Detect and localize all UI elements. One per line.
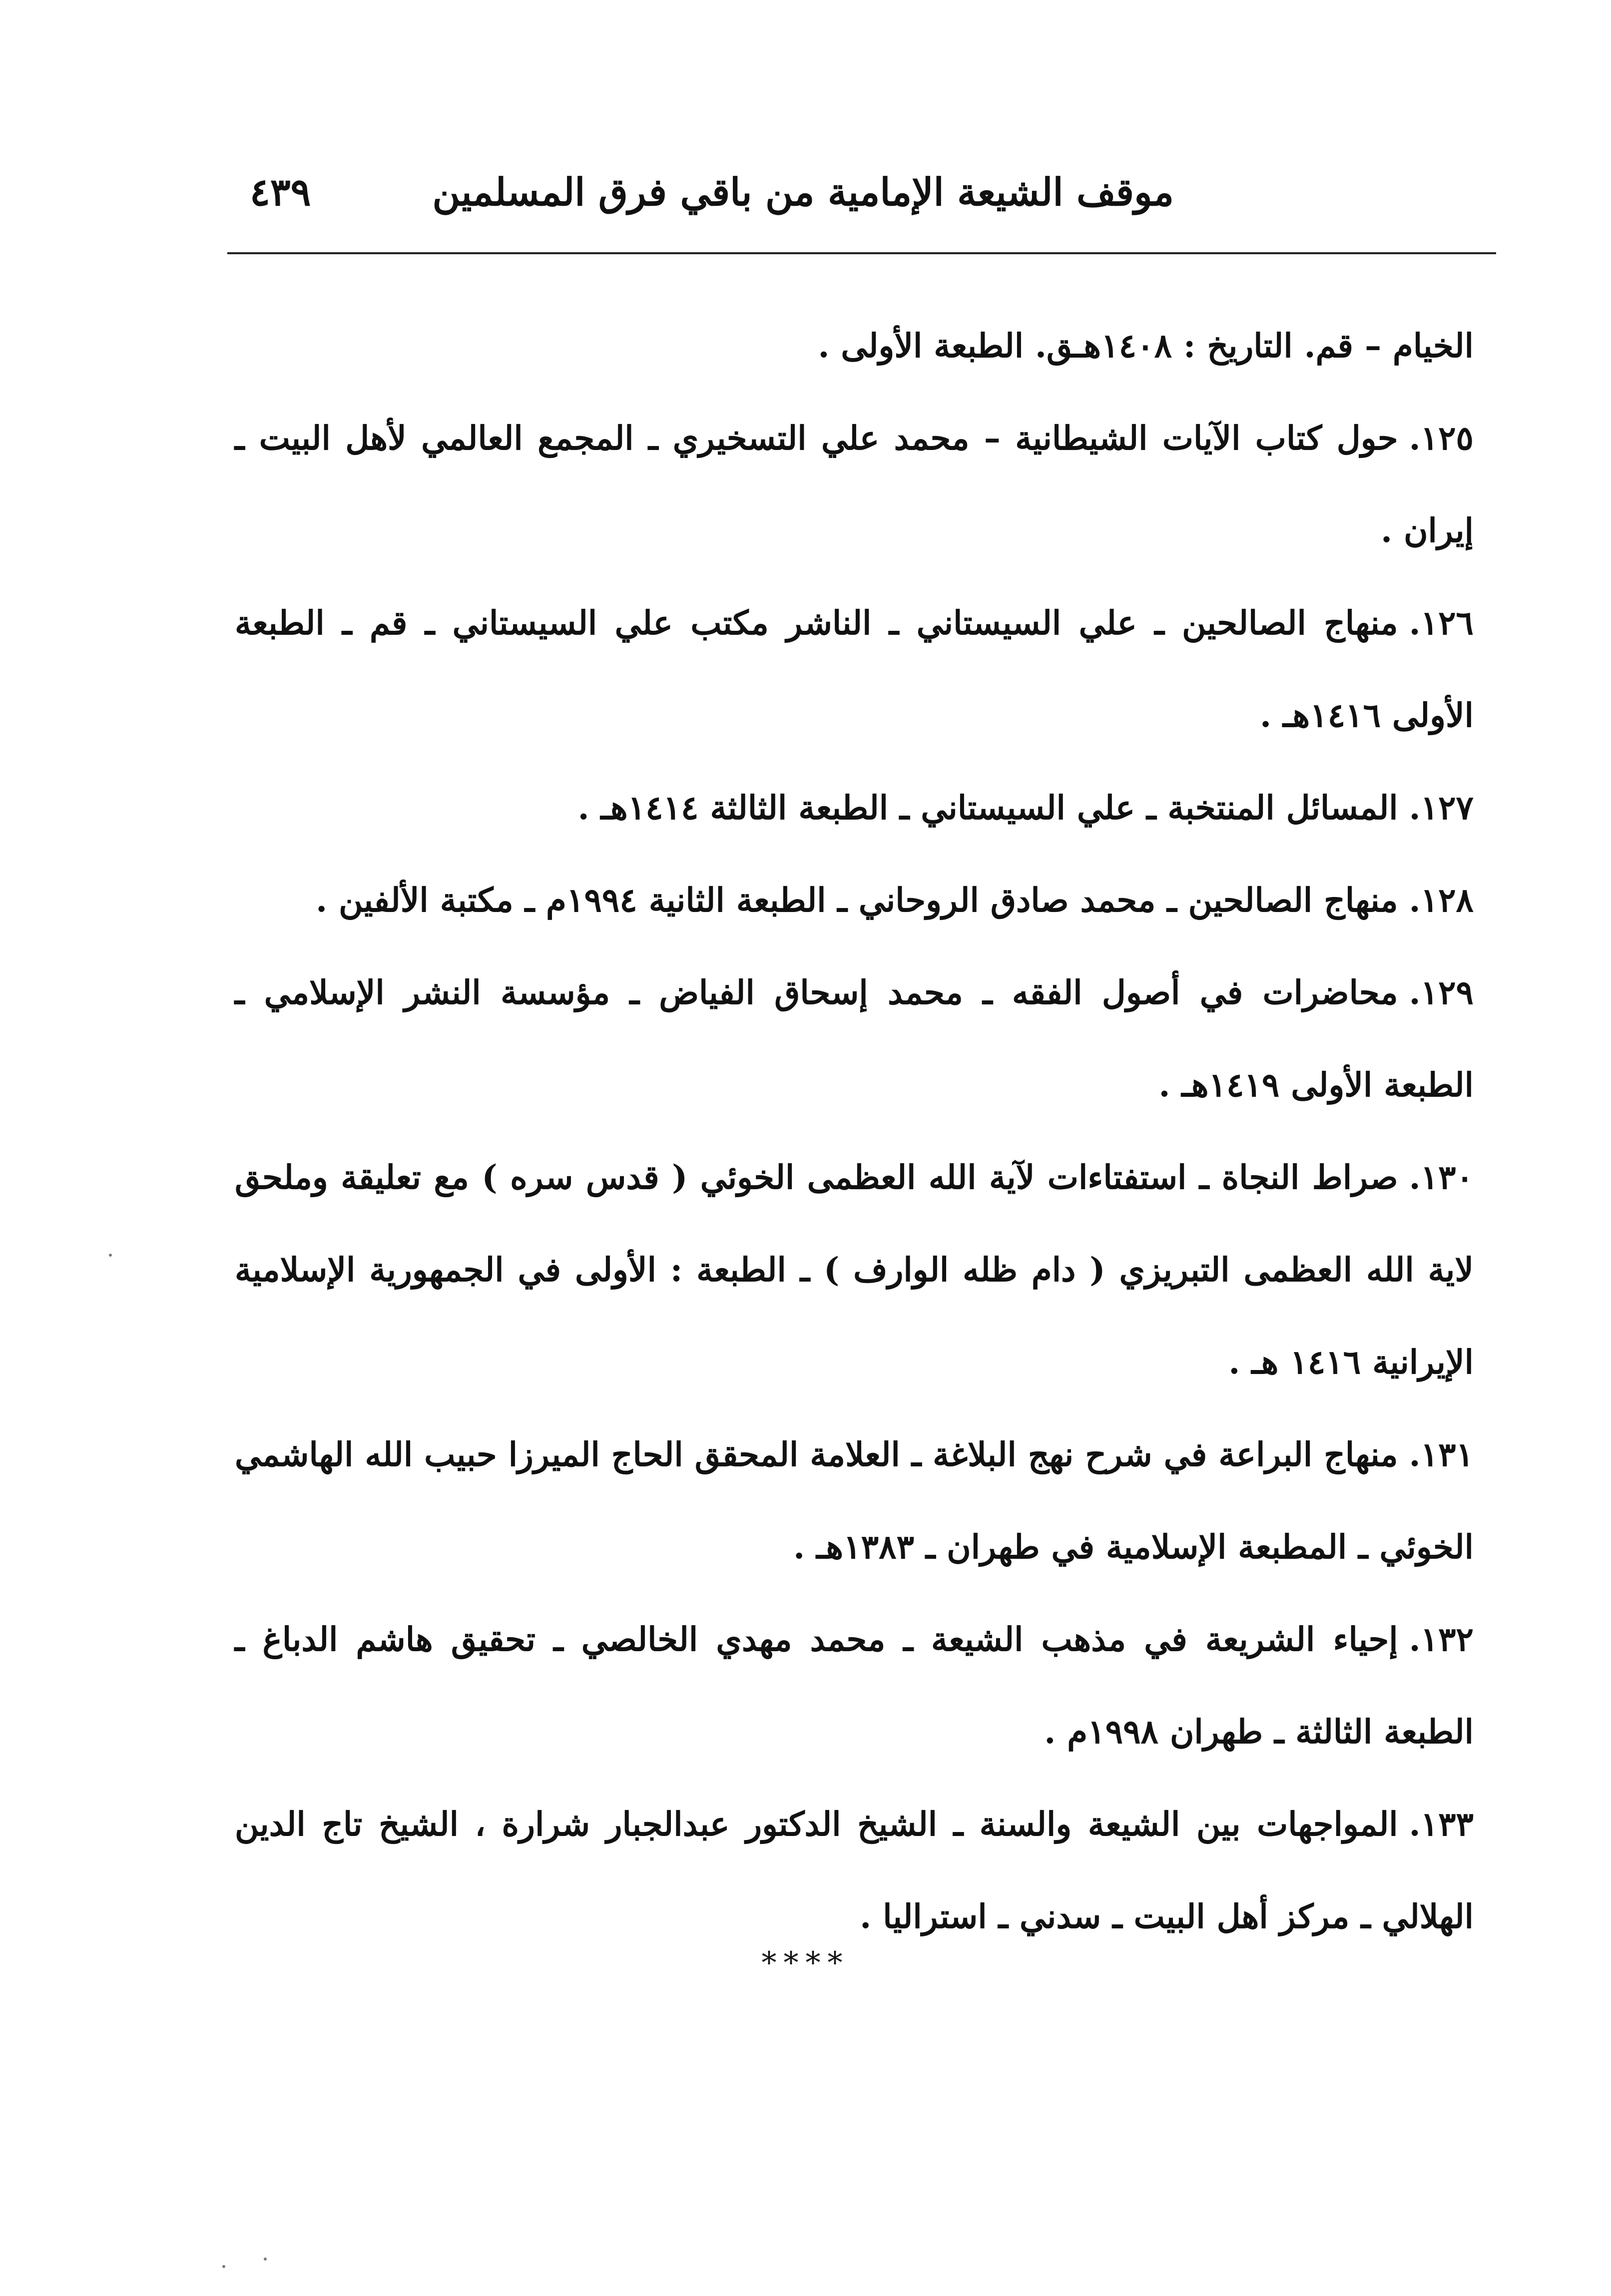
entry-text: محاضرات في أصول الفقه ـ محمد إسحاق الفياض ـ مؤسسة النشر الإسلامي ـ الطبعة الأولى ١٤١٩هـ . <box>235 973 1474 1104</box>
entry-number: ١٢٨. <box>1409 881 1474 919</box>
list-item-133 <box>235 1778 1474 1963</box>
list-item-132 <box>235 1593 1474 1778</box>
entry-number: ١٢٩. <box>1409 973 1474 1012</box>
list-item-128 <box>235 854 1474 946</box>
entry-text: صراط النجاة ـ استفتاءات لآية الله العظمى الخوئي ( قدس سره ) مع تعليقة وملحق لاية الله العظمى التبريزي ( دام ظله الوارف ) ـ الطبعة : الأولى في الجمهورية الإسلامية الإيرانية ١٤١٦ هـ . <box>235 1158 1474 1381</box>
entry-number: ١٢٧. <box>1409 788 1474 827</box>
scan-speck <box>222 2265 225 2268</box>
list-item-131 <box>235 1408 1474 1593</box>
header-divider <box>227 252 1496 254</box>
entry-text: منهاج الصالحين ـ محمد صادق الروحاني ـ الطبعة الثانية ١٩٩٤م ـ مكتبة الألفين . <box>316 881 1398 919</box>
entry-number: ١٣٠. <box>1409 1158 1474 1197</box>
entry-number: ١٢٦. <box>1409 603 1474 642</box>
entry-text: حول كتاب الآيات الشيطانية – محمد علي التسخيري ـ المجمع العالمي لأهل البيت ـ إيران . <box>235 419 1474 550</box>
entry-text: منهاج الصالحين ـ علي السيستاني ـ الناشر مكتب علي السيستاني ـ قم ـ الطبعة الأولى ١٤١٦هـ . <box>235 603 1474 735</box>
list-item-125 <box>235 392 1474 577</box>
entry-text: منهاج البراعة في شرح نهج البلاغة ـ العلامة المحقق الحاج الميرزا حبيب الله الهاشمي الخوئي ـ المطبعة الإسلامية في طهران ـ ١٣٨٣هـ . <box>235 1435 1474 1566</box>
entry-text: المسائل المنتخبة ـ علي السيستاني ـ الطبعة الثالثة ١٤١٤هـ . <box>577 788 1398 827</box>
continuation-line: الخيام – قم. التاريخ : ١٤٠٨هـق. الطبعة الأولى . <box>818 326 1474 365</box>
scan-speck <box>109 1254 112 1257</box>
scan-speck <box>264 2258 267 2261</box>
entry-number: ١٣٢. <box>1409 1620 1474 1659</box>
entry-number: ١٣٣. <box>1409 1805 1474 1843</box>
entry-text: المواجهات بين الشيعة والسنة ـ الشيخ الدكتور عبدالجبار شرارة ، الشيخ تاج الدين الهلالي ـ مركز أهل البيت ـ سدني ـ استراليا . <box>235 1805 1474 1936</box>
list-item-126 <box>235 577 1474 762</box>
entry-number: ١٢٥. <box>1409 419 1474 458</box>
list-item-129 <box>235 946 1474 1131</box>
section-separator: **** <box>761 1945 850 1980</box>
running-header <box>230 160 1494 225</box>
page-number: ٤٣٩ <box>250 170 311 214</box>
list-item-130 <box>235 1131 1474 1408</box>
bibliography-list <box>235 300 1474 1963</box>
entry-number: ١٣١. <box>1409 1435 1474 1474</box>
page-title: موقف الشيعة الإمامية من باقي فرق المسلمين <box>432 170 1174 214</box>
list-item-127 <box>235 762 1474 854</box>
entry-text: إحياء الشريعة في مذهب الشيعة ـ محمد مهدي الخالصي ـ تحقيق هاشم الدباغ ـ الطبعة الثالثة ـ طهران ١٩٩٨م . <box>235 1620 1474 1751</box>
